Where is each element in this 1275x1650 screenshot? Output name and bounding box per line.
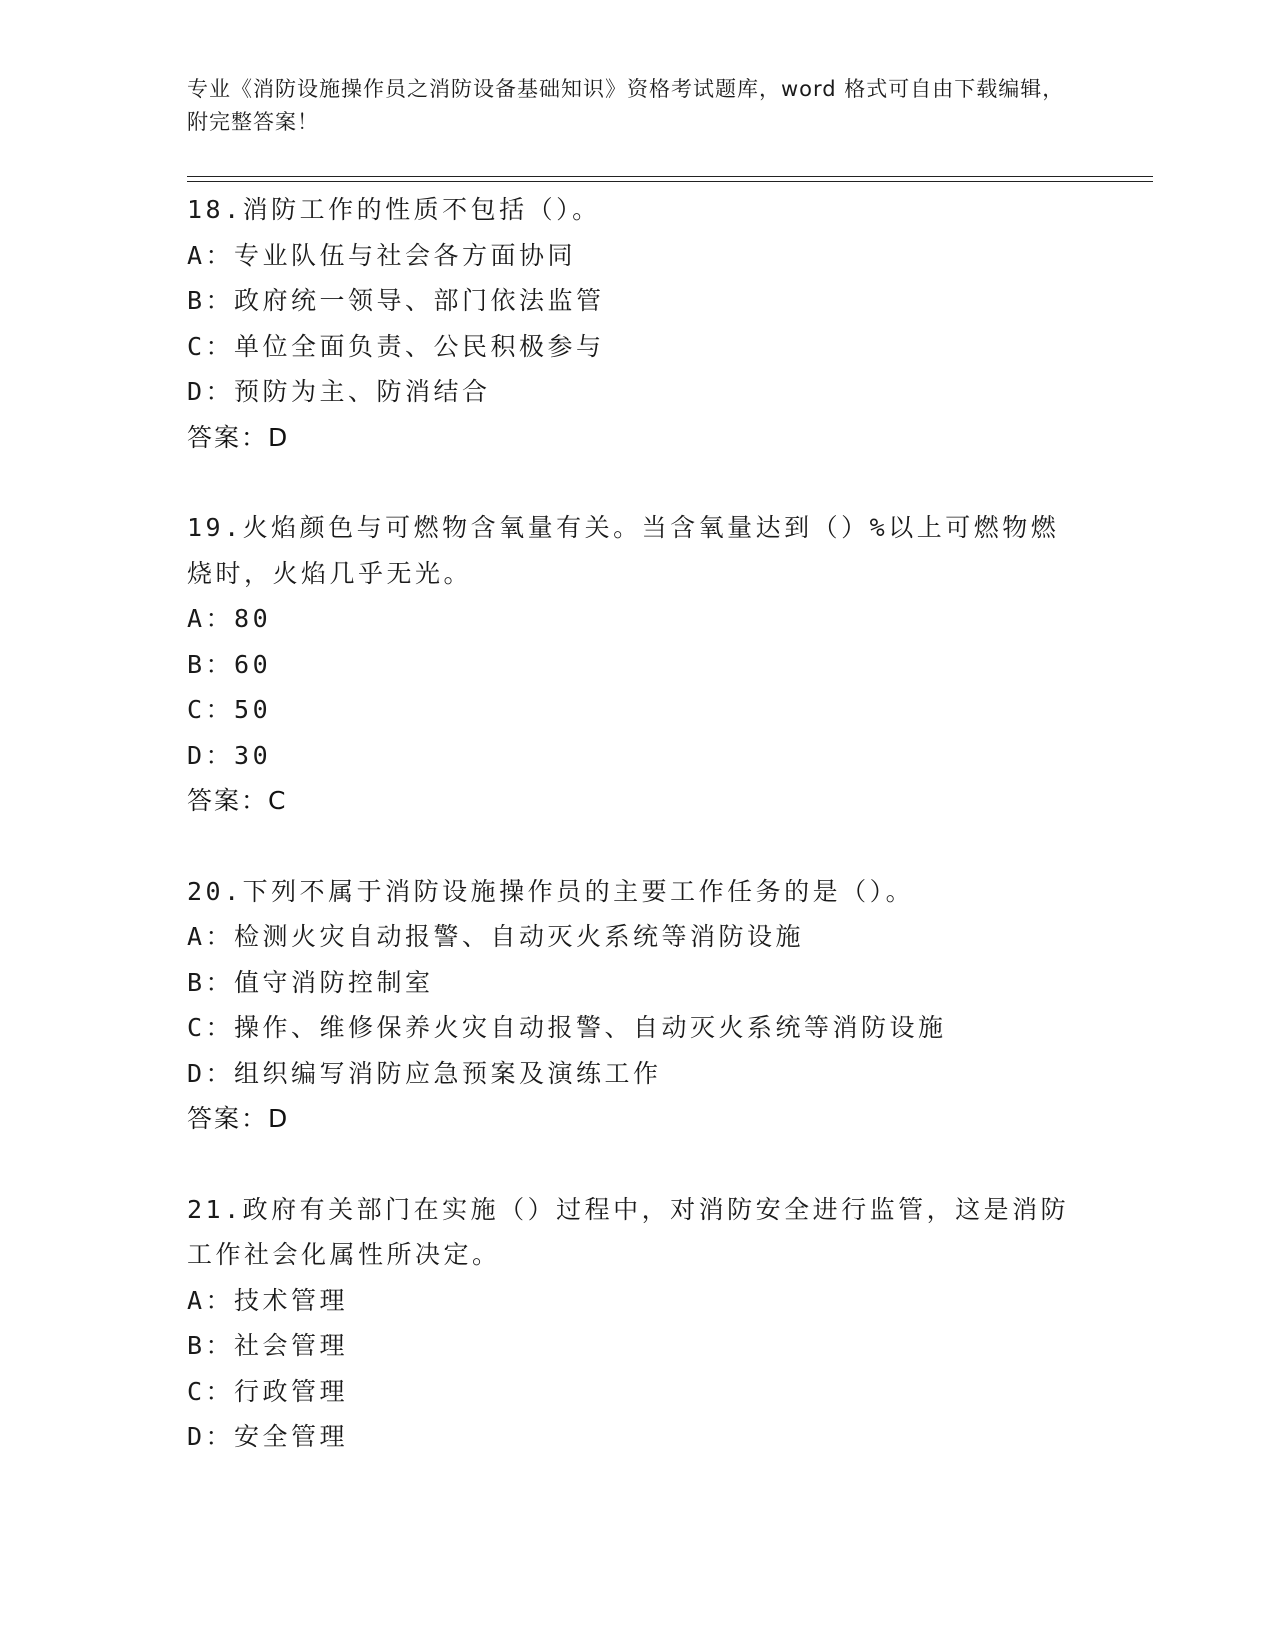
answer-line: 答案：D <box>187 1104 290 1133</box>
option-c: C：单位全面负责、公民积极参与 <box>187 331 605 361</box>
option-b: B：社会管理 <box>187 1331 349 1360</box>
question-21 <box>187 1187 1087 1460</box>
option-a: A：技术管理 <box>187 1285 349 1315</box>
document-intro: 专业《消防设施操作员之消防设备基础知识》资格考试题库，word 格式可自由下载编辑，附完整答案！ <box>187 77 1065 134</box>
option-d: D：预防为主、防消结合 <box>187 377 491 406</box>
answer-line: 答案：C <box>187 786 288 815</box>
header-divider-top <box>187 176 1153 177</box>
option-a: A：检测火灾自动报警、自动灭火系统等消防设施 <box>187 922 805 951</box>
option-b: B：值守消防控制室 <box>187 967 434 997</box>
option-a: A：80 <box>187 604 272 633</box>
question-18 <box>187 187 1087 460</box>
question-stem: 18.消防工作的性质不包括（）。 <box>187 195 601 224</box>
option-b: B：政府统一领导、部门依法监管 <box>187 286 605 315</box>
question-19 <box>187 505 1087 824</box>
spacer <box>187 1142 1087 1187</box>
question-stem: 20.下列不属于消防设施操作员的主要工作任务的是（）。 <box>187 876 915 906</box>
option-a: A：专业队伍与社会各方面协同 <box>187 240 577 270</box>
option-d: D：安全管理 <box>187 1422 349 1451</box>
header-divider-bottom <box>187 181 1153 182</box>
option-c: C：操作、维修保养火灾自动报警、自动灭火系统等消防设施 <box>187 1013 947 1042</box>
spacer <box>187 460 1087 505</box>
question-20 <box>187 869 1087 1142</box>
answer-line: 答案：D <box>187 422 290 452</box>
question-stem: 21.政府有关部门在实施（）过程中，对消防安全进行监管，这是消防工作社会化属性所决定。 <box>187 1194 1070 1269</box>
option-b: B：60 <box>187 649 272 679</box>
option-d: D：组织编写消防应急预案及演练工作 <box>187 1058 662 1088</box>
spacer <box>187 824 1087 869</box>
question-stem: 19.火焰颜色与可燃物含氧量有关。当含氧量达到（）%以上可燃物燃烧时，火焰几乎无光。 <box>187 513 1060 588</box>
option-c: C：50 <box>187 695 272 724</box>
option-d: D：30 <box>187 740 272 770</box>
question-list <box>187 187 1087 1460</box>
option-c: C：行政管理 <box>187 1376 349 1406</box>
